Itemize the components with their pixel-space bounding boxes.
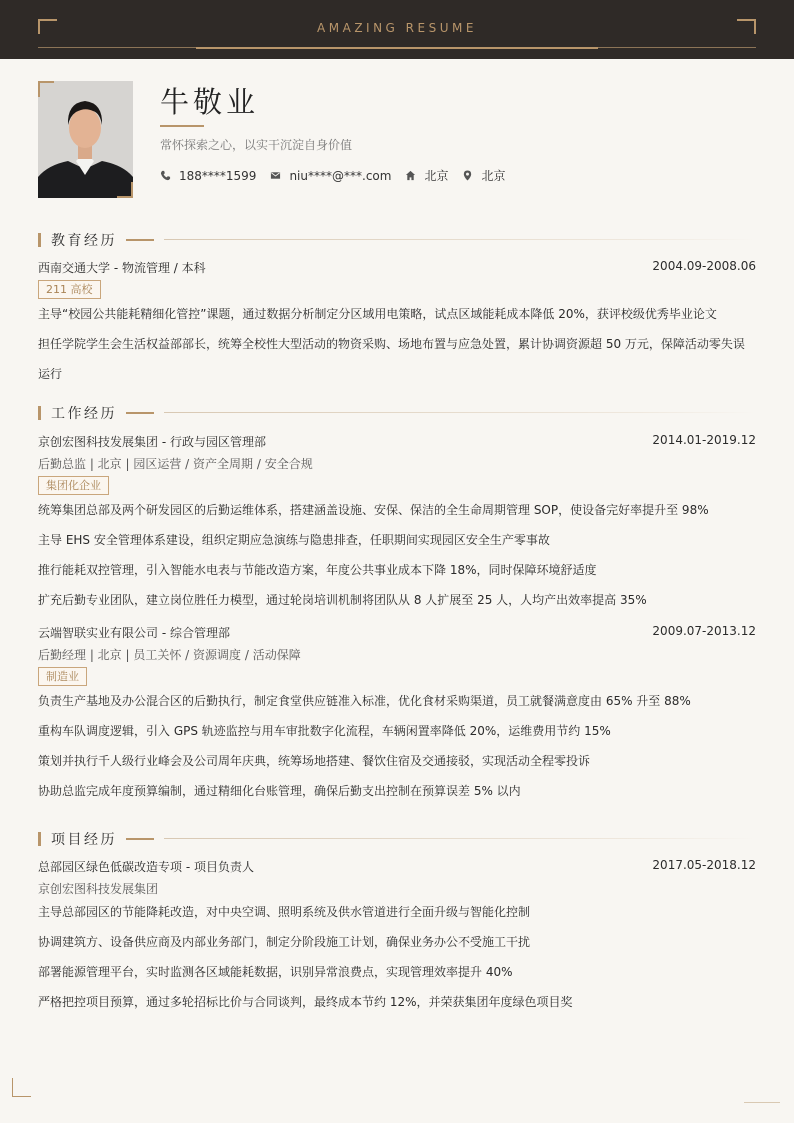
job-item: 推行能耗双控管理，引入智能水电表与节能改造方案，年度公共事业成本下降 18%，同时保障环境舒适度: [38, 563, 597, 577]
company-line: 京创宏图科技发展集团 - 行政与园区管理部: [38, 435, 266, 449]
job-item: 策划并执行千人级行业峰会及公司周年庆典，统筹场地搭建、餐饮住宿及交通接驳，实现活动全程零投诉: [38, 754, 591, 768]
header-accent-line: [196, 47, 598, 49]
section-header-education: [38, 231, 756, 249]
education-item: 担任学院学生会生活权益部部长，统筹全校性大型活动的物资采购、场地布置与应急处置，累计协调资源超 50 万元，保障活动零失误运行: [38, 337, 745, 381]
photo-corner-decoration: [117, 182, 133, 198]
mail-icon: [270, 170, 281, 181]
project-org: 京创宏图科技发展集团: [38, 882, 159, 896]
section-rule-accent: [126, 412, 154, 414]
contact-location: [462, 167, 505, 184]
brand-title: AMAZING RESUME: [317, 21, 477, 35]
profile-photo: [38, 81, 133, 198]
education-date: 2004.09-2008.06: [652, 259, 756, 273]
job-item: 负责生产基地及办公混合区的后勤执行，制定食堂供应链准入标准，优化食材采购渠道，员工就餐满意度由 65% 升至 88%: [38, 694, 691, 708]
job-date: 2009.07-2013.12: [652, 624, 756, 638]
section-title: 工作经历: [51, 406, 117, 422]
role-line: 后勤经理 | 北京 | 员工关怀 / 资源调度 / 活动保障: [38, 648, 301, 662]
section-rule: [164, 239, 756, 240]
contact-email: [270, 169, 391, 183]
candidate-motto: 常怀探索之心，以实干沉淀自身价值: [160, 138, 353, 152]
photo-corner-decoration: [38, 81, 54, 97]
job-item: 扩充后勤专业团队，建立岗位胜任力模型，通过轮岗培训机制将团队从 8 人扩展至 25 人，人均产出效率提高 35%: [38, 593, 647, 607]
contact-phone: [160, 169, 256, 183]
project-name-line: 总部园区绿色低碳改造专项 - 项目负责人: [38, 860, 254, 874]
project-item: 协调建筑方、设备供应商及内部业务部门，制定分阶段施工计划，确保业务办公不受施工干扰: [38, 935, 531, 949]
phone-icon: [160, 170, 171, 181]
section-rule-accent: [126, 838, 154, 840]
section-marker: [38, 406, 41, 420]
contact-info: [160, 167, 519, 184]
section-title: 教育经历: [51, 233, 117, 249]
corner-decoration: [737, 19, 756, 34]
project-item: 主导总部园区的节能降耗改造，对中央空调、照明系统及供水管道进行全面升级与智能化控制: [38, 905, 531, 919]
job-item: 协助总监完成年度预算编制，通过精细化台账管理，确保后勤支出控制在预算误差 5% 以内: [38, 784, 521, 798]
project-item: 部署能源管理平台，实时监测各区域能耗数据，识别异常浪费点，实现管理效率提升 40%: [38, 965, 513, 979]
phone-number: 188****1599: [179, 168, 257, 183]
job-tag: 集团化企业: [38, 476, 109, 495]
email-address: niu****@***.com: [289, 168, 392, 183]
project-item: 严格把控项目预算，通过多轮招标比价与合同谈判，最终成本节约 12%，并荣获集团年度绿色项目奖: [38, 995, 573, 1009]
location: 北京: [481, 169, 506, 183]
candidate-name: 牛敬业: [160, 85, 260, 119]
company-line: 云端智联实业有限公司 - 综合管理部: [38, 626, 230, 640]
job-item: 主导 EHS 安全管理体系建设，组织定期应急演练与隐患排查，任职期间实现园区安全生产零事故: [38, 533, 550, 547]
section-marker: [38, 832, 41, 846]
contact-hometown: [405, 167, 448, 184]
section-rule: [164, 838, 756, 839]
portrait-image: [38, 81, 133, 198]
school-line: 西南交通大学 - 物流管理 / 本科: [38, 261, 206, 275]
hometown: 北京: [424, 169, 449, 183]
section-title: 项目经历: [51, 832, 117, 848]
footer-line-decoration: [744, 1102, 780, 1103]
header-bar: [0, 0, 794, 59]
section-rule-accent: [126, 239, 154, 241]
education-tag: 211 高校: [38, 280, 101, 299]
job-item: 重构车队调度逻辑，引入 GPS 轨迹监控与用车审批数字化流程，车辆闲置率降低 20%，运维费用节约 15%: [38, 724, 611, 738]
footer-corner-decoration: [12, 1078, 31, 1097]
home-icon: [405, 170, 416, 181]
section-header-project: [38, 830, 756, 848]
section-rule: [164, 412, 756, 413]
job-tag: 制造业: [38, 667, 87, 686]
role-line: 后勤总监 | 北京 | 园区运营 / 资产全周期 / 安全合规: [38, 457, 313, 471]
location-pin-icon: [462, 170, 473, 181]
education-item: 主导“校园公共能耗精细化管控”课题，通过数据分析制定分区域用电策略，试点区域能耗成本降低 20%，获评校级优秀毕业论文: [38, 307, 717, 321]
name-underline: [160, 125, 204, 127]
job-item: 统筹集团总部及两个研发园区的后勤运维体系，搭建涵盖设施、安保、保洁的全生命周期管理 SOP，使设备完好率提升至 98%: [38, 503, 709, 517]
job-date: 2014.01-2019.12: [652, 433, 756, 447]
project-date: 2017.05-2018.12: [652, 858, 756, 872]
section-marker: [38, 233, 41, 247]
section-header-work: [38, 404, 756, 422]
